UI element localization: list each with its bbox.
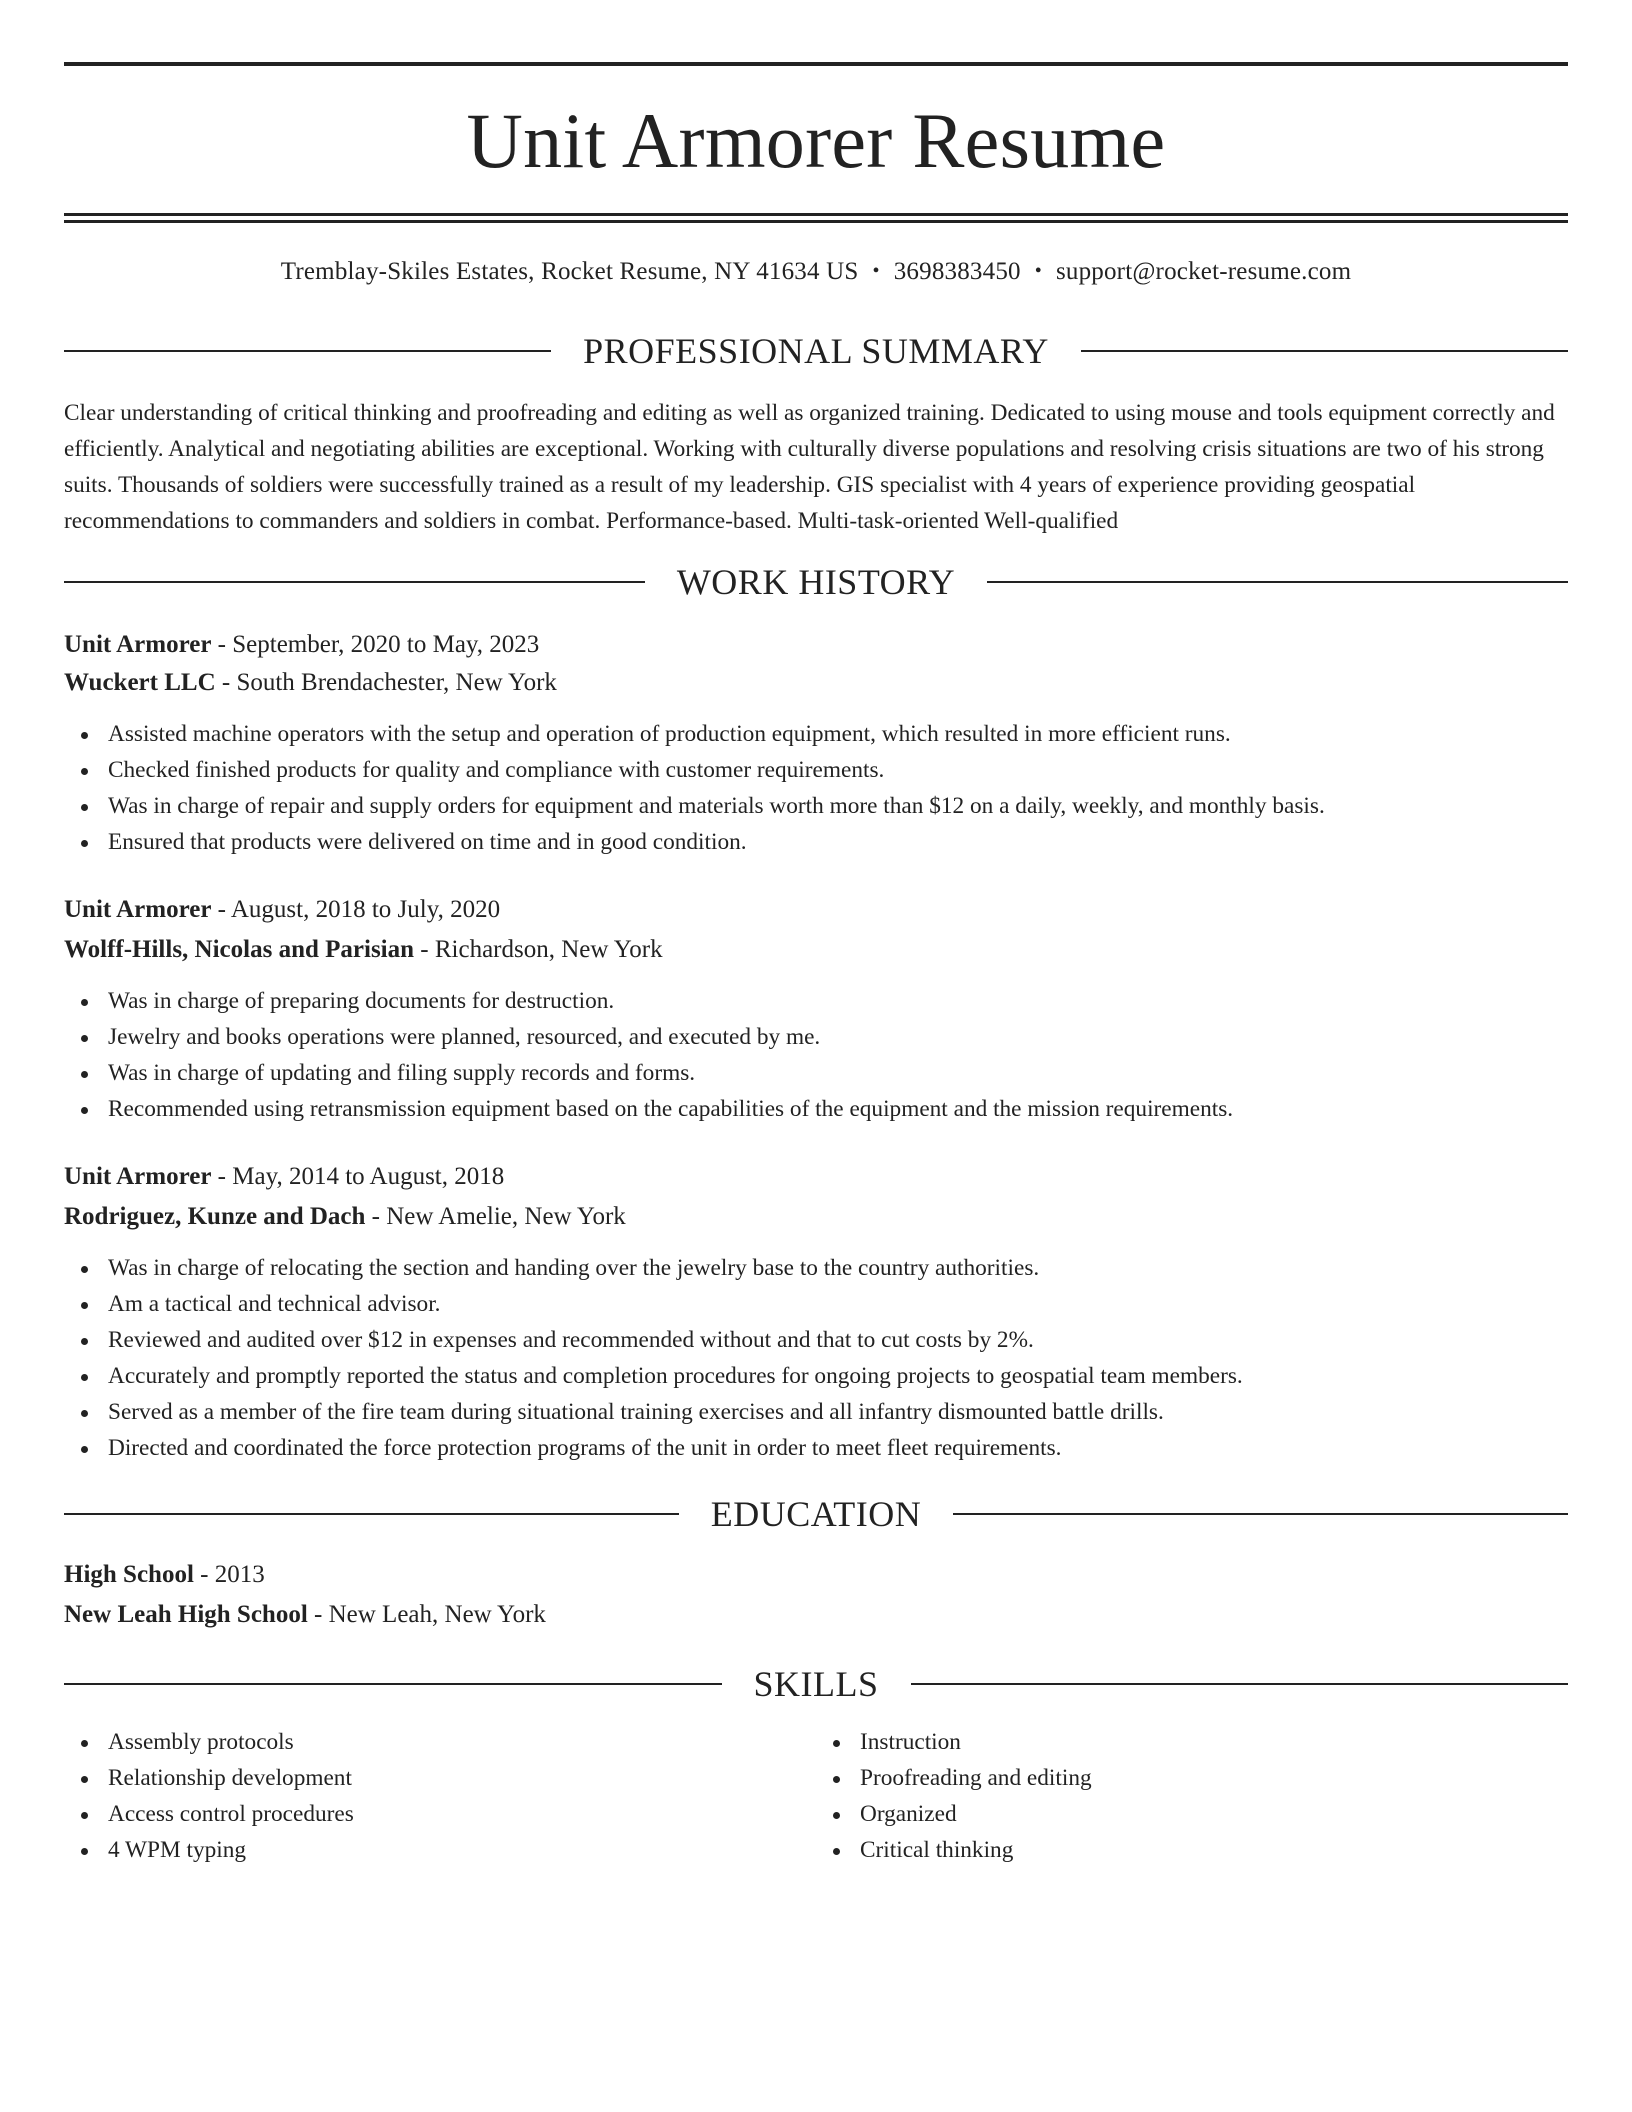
section-title: WORK HISTORY [676,562,956,602]
section-header-work [64,562,1568,602]
list-item: Reviewed and audited over $12 in expenses and recommended without and that to cut costs by 2%. [108,1322,1568,1358]
list-item: Directed and coordinated the force protection programs of the unit in order to meet fleet requirements. [108,1430,1568,1466]
section-rule [64,1513,679,1515]
summary-text: Clear understanding of critical thinking and proofreading and editing as well as organized training. Dedicated to using mouse and tools equipment correctly and efficiently. Analytical and negotiating abilities are exceptional. Working with culturally diverse populations and resolving crisis situations are two of his strong suits. Thousands of soldiers were successfully trained as a result of my leadership. GIS specialist with 4 years of experience providing geospatial recommendations to commanders and soldiers in combat. Performance-based. Multi-task-oriented Well-qualified [64,400,1555,534]
job-company-line [64,931,1568,969]
list-item: Assembly protocols [108,1724,816,1760]
list-item: Access control procedures [108,1796,816,1832]
section-title: SKILLS [753,1664,879,1704]
section-rule [1081,350,1568,352]
education-degree-line [64,1556,1568,1594]
education-location: - New Leah, New York [307,1601,546,1628]
job-dates: - September, 2020 to May, 2023 [211,631,540,658]
list-item: Jewelry and books operations were planned, resourced, and executed by me. [108,1019,1568,1055]
section-rule [64,1683,722,1685]
section-header-skills [64,1664,1568,1704]
list-item: Was in charge of relocating the section and handing over the jewelry base to the country authorities. [108,1250,1568,1286]
education-school: New Leah High School [64,1601,308,1628]
job-bullets [64,983,1568,1127]
job-entry [64,891,1568,1127]
job-title-line [64,1158,1568,1196]
section-rule [911,1683,1569,1685]
contact-separator: • [872,260,880,282]
list-item: Relationship development [108,1760,816,1796]
section-rule [64,581,645,583]
job-company-line [64,1198,1568,1236]
list-item: 4 WPM typing [108,1832,816,1868]
contact-address: Tremblay-Skiles Estates, Rocket Resume, NY 41634 US [280,258,859,285]
list-item: Accurately and promptly reported the status and completion procedures for ongoing projects to geospatial team members. [108,1358,1568,1394]
education-school-line [64,1596,1568,1634]
job-entry [64,1158,1568,1466]
list-item: Organized [860,1796,1568,1832]
skills-column-left [64,1724,816,1868]
job-dates: - August, 2018 to July, 2020 [211,896,501,923]
job-company: Wuckert LLC [64,669,216,696]
section-rule [64,350,551,352]
job-bullets [64,1250,1568,1466]
job-company-line [64,664,1568,702]
job-location: - Richardson, New York [414,936,663,963]
education-year: - 2013 [193,1561,265,1588]
list-item: Proofreading and editing [860,1760,1568,1796]
list-item: Critical thinking [860,1832,1568,1868]
list-item: Instruction [860,1724,1568,1760]
contact-email: support@rocket-resume.com [1055,258,1352,285]
job-company: Wolff-Hills, Nicolas and Parisian [64,936,415,963]
section-header-education [64,1494,1568,1534]
section-header-summary [64,331,1568,371]
section-rule [987,581,1568,583]
contact-phone: 3698383450 [893,258,1021,285]
section-title: EDUCATION [710,1494,922,1534]
list-item: Was in charge of repair and supply orders for equipment and materials worth more than $12 on a daily, weekly, and monthly basis. [108,788,1568,824]
job-title-line [64,626,1568,664]
list-item: Was in charge of updating and filing supply records and forms. [108,1055,1568,1091]
skills-column-right [816,1724,1568,1868]
job-bullets [64,716,1568,860]
job-role: Unit Armorer [64,631,212,658]
list-item: Ensured that products were delivered on time and in good condition. [108,824,1568,860]
list-item: Checked finished products for quality and compliance with customer requirements. [108,752,1568,788]
education-entry [64,1556,1568,1634]
job-location: - South Brendachester, New York [215,669,557,696]
job-location: - New Amelie, New York [365,1203,626,1230]
title-double-rule [64,213,1568,223]
job-title-line [64,891,1568,929]
job-role: Unit Armorer [64,896,212,923]
section-title: PROFESSIONAL SUMMARY [583,331,1049,371]
list-item: Recommended using retransmission equipment based on the capabilities of the equipment and the mission requirements. [108,1091,1568,1127]
job-company: Rodriguez, Kunze and Dach [64,1203,366,1230]
job-entry [64,626,1568,860]
list-item: Assisted machine operators with the setup and operation of production equipment, which resulted in more efficient runs. [108,716,1568,752]
top-rule [64,62,1568,66]
contact-separator: • [1034,260,1042,282]
education-degree: High School [64,1561,194,1588]
contact-line [64,257,1568,288]
list-item: Was in charge of preparing documents for destruction. [108,983,1568,1019]
list-item: Am a tactical and technical advisor. [108,1286,1568,1322]
section-rule [953,1513,1568,1515]
list-item: Served as a member of the fire team during situational training exercises and all infantry dismounted battle drills. [108,1394,1568,1430]
job-role: Unit Armorer [64,1163,212,1190]
job-dates: - May, 2014 to August, 2018 [211,1163,505,1190]
page-title: Unit Armorer Resume [466,97,1166,184]
skills-list [64,1724,1568,1868]
